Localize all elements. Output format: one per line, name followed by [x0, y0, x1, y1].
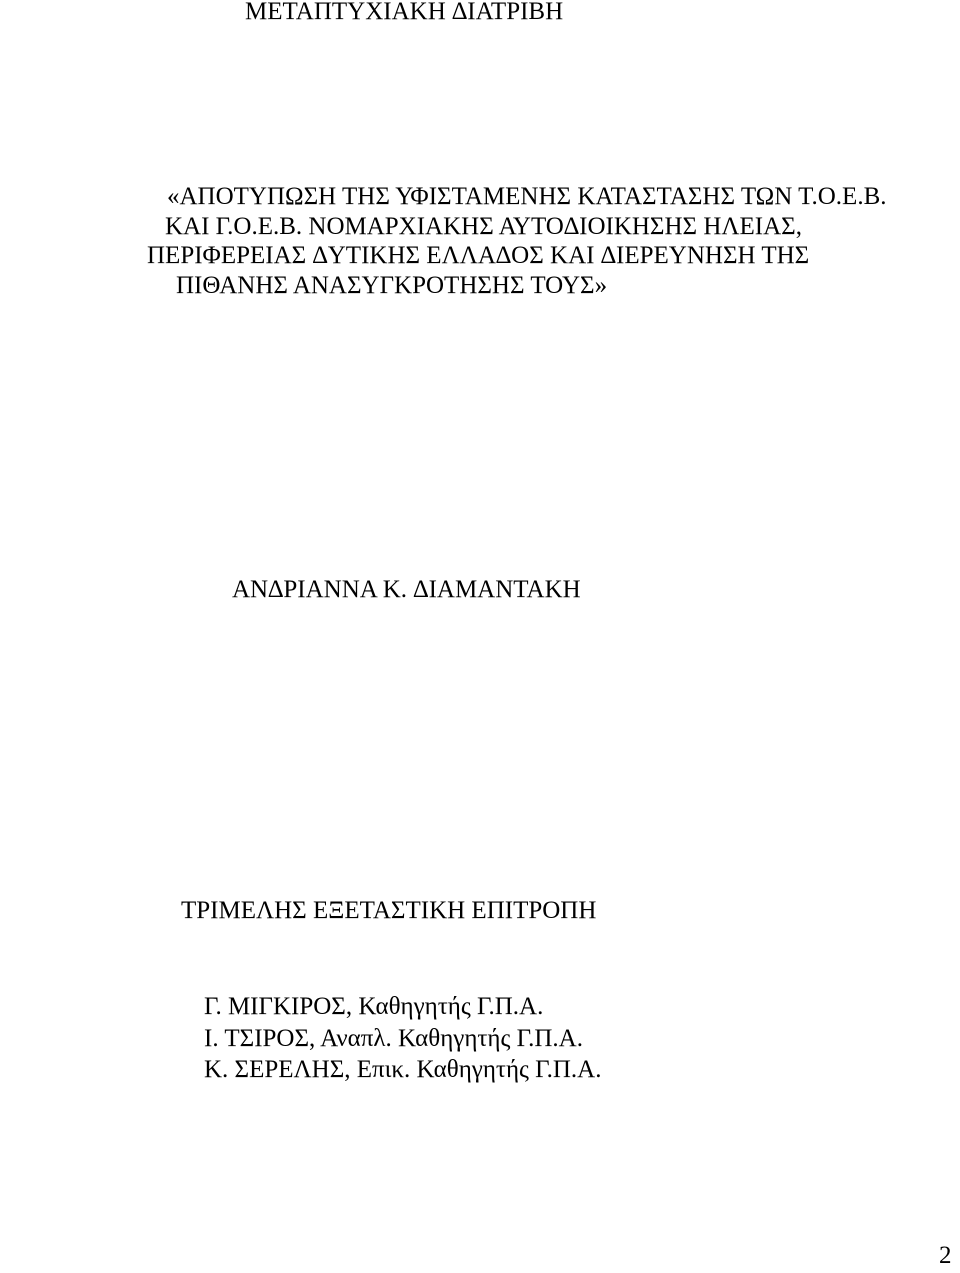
thesis-title-line: ΠΕΡΙΦΕΡΕΙΑΣ ∆ΥΤΙΚΗΣ ΕΛΛΑ∆ΟΣ ΚΑΙ ∆ΙΕΡΕΥΝΗΣΗ ΤΗΣ [147, 242, 810, 269]
thesis-title [147, 182, 900, 300]
thesis-title-line: «ΑΠΟΤΥΠΩΣΗ ΤΗΣ ΥΦΙΣΤΑΜΕΝΗΣ ΚΑΤΑΣΤΑΣΗΣ ΤΩΝ Τ.Ο.Ε.Β. [167, 183, 887, 210]
committee-member-list [204, 991, 601, 1086]
page-number: 2 [939, 1242, 952, 1269]
committee-member: Γ. ΜΙΓΚΙΡΟΣ, Καθηγητής Γ.Π.Α. [204, 993, 544, 1020]
thesis-type-heading: ΜΕΤΑΠΤΥΧΙΑΚΗ ∆ΙΑΤΡΙΒΗ [245, 0, 564, 25]
thesis-title-line: ΚΑΙ Γ.Ο.Ε.Β. ΝΟΜΑΡΧΙΑΚΗΣ ΑΥΤΟ∆ΙΟΙΚΗΣΗΣ ΗΛΕΙΑΣ, [165, 212, 802, 240]
author-name: ΑΝ∆ΡΙΑΝΝΑ Κ. ∆ΙΑΜΑΝΤΑΚΗ [232, 576, 581, 603]
committee-member: Ι. ΤΣΙΡΟΣ, Αναπλ. Καθηγητής Γ.Π.Α. [204, 1024, 583, 1052]
thesis-title-line: ΠΙΘΑΝΗΣ ΑΝΑΣΥΓΚΡΟΤΗΣΗΣ ΤΟΥΣ» [176, 271, 608, 299]
committee-member: Κ. ΣΕΡΕΛΗΣ, Επικ. Καθηγητής Γ.Π.Α. [204, 1056, 602, 1083]
committee-heading: ΤΡΙΜΕΛΗΣ ΕΞΕΤΑΣΤΙΚΗ ΕΠΙΤΡΟΠΗ [181, 897, 597, 924]
